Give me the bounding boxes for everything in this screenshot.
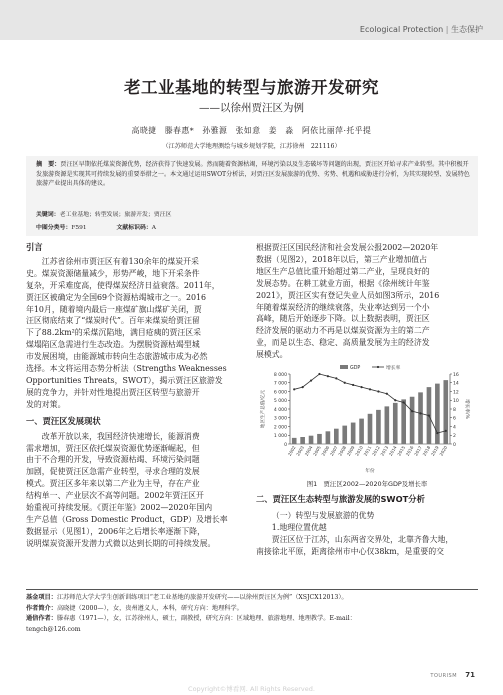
right-tick-label: 16 — [453, 372, 459, 378]
text-line: 发的对策。 — [26, 399, 66, 409]
text-line: 史。煤炭资源储量减少，形势严峻，地下开采条件 — [26, 268, 200, 278]
left-tick-label: 5 000 — [273, 399, 287, 405]
text-line: 年10月，随着境内最后一座煤矿旗山煤矿关闭，贾 — [26, 304, 202, 314]
growth-rate-point — [360, 386, 362, 388]
text-line: 数据显示（见图1），2006年之后增长率逐渐下降， — [26, 526, 205, 536]
author-bio-label: 作者简介： — [26, 604, 57, 612]
author-list: 高晓捷 滕春惠* 孙雅源 张如意 姜 淼 阿依比丽萍·托乎提 — [131, 126, 372, 135]
text-line: 复杂，开采难度高，使得煤炭经济日益衰落。2011年， — [26, 280, 220, 290]
text-line: 模式。贾汪区多年来以第二产业为主导，存在产业 — [26, 479, 200, 489]
left-tick-label: 4 000 — [273, 407, 287, 413]
right-tick-label: 6 — [453, 416, 456, 422]
left-tick-label: 2 000 — [273, 425, 287, 431]
gdp-bar — [342, 426, 347, 444]
gdp-bar — [334, 429, 339, 444]
text-line: 贾汪区被确定为全国69个资源枯竭城市之一。2016 — [26, 292, 207, 302]
author-bio-line — [26, 604, 478, 615]
growth-rate-point — [428, 414, 430, 416]
journal-short: TOURISM — [430, 673, 458, 679]
figure-1-caption: 图1 贾汪区2002—2020年GDP及增长率 — [306, 480, 428, 488]
text-line: 煤塌陷区急需进行生态改造。为摆脱资源枯竭型城 — [26, 340, 200, 350]
growth-rate-point — [335, 377, 337, 379]
x-tick-label: 2009 — [345, 445, 356, 457]
growth-rate-point — [419, 412, 421, 414]
abstract-text: 贾汪区早期依托煤炭资源优势，经济获得了快速发展。然而随着资源枯竭，环境污染以及生态破坏等问题的出现，贾汪区开始寻求产业转型。其中积极开发旅游资源是实现其可持续发展的重要举措之一。本文通过运用SWOT分析法，对贾汪区发展旅游的优势、劣势、机遇和威胁进行分析，为其实现转型、发展特色旅游产业提出具体的建议。 — [36, 161, 470, 188]
gdp-bar — [359, 419, 364, 444]
growth-rate-point — [411, 410, 413, 412]
growth-rate-point — [394, 399, 396, 401]
clc-label: 中图分类号： — [36, 225, 72, 231]
page-number: 71 — [465, 671, 475, 679]
x-tick-label: 2013 — [379, 445, 390, 457]
growth-rate-point — [386, 393, 388, 395]
section1-heading: 一、贾汪区发展现状 — [26, 415, 101, 426]
gdp-bar — [385, 406, 390, 444]
intro-paragraph — [26, 256, 248, 411]
clc-value: F591 — [71, 225, 87, 231]
right-tick-label: 12 — [453, 390, 459, 396]
footnote — [26, 593, 478, 635]
article-subtitle: ——以徐州贾汪区为例 — [199, 102, 304, 114]
right-paragraph — [256, 242, 478, 361]
footnote-divider — [26, 589, 478, 590]
text-line: 南接徐北平原，距离徐州市中心仅38km，是重要的交 — [256, 546, 445, 556]
legend-growth-marker — [377, 366, 379, 368]
text-line: Opportunities Threats，SWOT），揭示贾汪区旅游发 — [26, 375, 223, 385]
growth-rate-point — [344, 382, 346, 384]
keywords — [36, 209, 472, 218]
text-line: 2021》，贾汪区实有登记失业人员如图3所示，2016 — [256, 290, 440, 300]
gdp-bar — [300, 437, 305, 444]
right-tick-label: 10 — [453, 399, 459, 405]
x-tick-label: 2002 — [286, 445, 297, 457]
gdp-bar — [317, 434, 322, 444]
fund-text: 江苏师范大学大学生创新训练项目“老工业基地的旅游开发研究——以徐州贾汪区为例”（XSJCX12013）。 — [56, 594, 348, 601]
left-tick-label: 3 000 — [273, 416, 287, 422]
section1-paragraph — [26, 431, 248, 550]
gdp-bar — [401, 399, 406, 444]
corresponding-label: 通信作者： — [26, 615, 57, 622]
x-tick-label: 2005 — [312, 445, 322, 457]
gdp-bar — [376, 410, 381, 444]
text-line: 业，而是以生态、稳定、高质量发展为主的经济发 — [256, 338, 430, 348]
text-line: 需求增加，贾汪区依托煤炭资源优势逐渐崛起，但 — [26, 443, 200, 453]
legend-growth-label: 增长率 — [386, 366, 401, 371]
gdp-bar — [443, 380, 448, 444]
doc-code-label: 文献标识码： — [116, 225, 152, 231]
fund-label: 基金项目： — [26, 594, 57, 601]
text-line: 高峰，随后开始逐步下降。以上数据表明，贾汪区 — [256, 314, 430, 324]
gdp-bar — [410, 397, 415, 444]
journal-section-label: Ecological Protection | 生态保护 — [359, 25, 483, 34]
gdp-bar — [368, 414, 373, 444]
text-line: 市发展困境，由能源城市转向生态旅游城市成为必然 — [26, 352, 208, 362]
x-tick-label: 2011 — [362, 445, 373, 457]
article-title: 老工业基地的转型与旅游开发研究 — [124, 78, 379, 97]
growth-rate-point — [377, 390, 379, 392]
text-line: 经济发展的驱动力不再是以煤炭资源为主的第二产 — [256, 326, 430, 336]
text-line: 改革开放以来，我国经济快速增长，能源消费 — [41, 431, 200, 441]
text-line: 地区生产总值比重开始超过第二产业，呈现良好的 — [256, 266, 430, 276]
x-tick-label: 2019 — [430, 445, 440, 457]
gdp-bar — [309, 436, 314, 444]
right-lower-paragraph — [256, 534, 478, 558]
text-line: 结构单一、产业层次不高等问题。2002年贾汪区开 — [26, 491, 204, 501]
text-line: 生产总值（Gross Domestic Product，GDP）及增长率 — [26, 514, 228, 524]
x-tick-label: 2016 — [404, 445, 415, 457]
text-line: 选择。本文将运用态势分析法（Strengths Weaknesses — [26, 364, 227, 374]
text-line: 根据贾汪区国民经济和社会发展公报2002—2020年 — [256, 243, 439, 252]
text-line: 始重视可持续发展。《贾汪年鉴》2002—2020年国内 — [26, 503, 213, 513]
right-tick-label: 0 — [453, 442, 456, 448]
section2-heading: 二、贾汪区生态转型与旅游发展的SWOT分析 — [256, 494, 425, 504]
subsection-heading: （一）转型与发展旅游的优势 — [271, 510, 375, 520]
left-axis-label: 地区生产总值/亿元 — [261, 389, 266, 429]
gdp-bar — [351, 423, 356, 444]
growth-rate-point — [436, 432, 438, 434]
left-tick-label: 7 000 — [273, 381, 287, 387]
x-tick-label: 2015 — [396, 445, 407, 457]
legend-gdp-label: GDP — [350, 366, 361, 371]
growth-rate-point — [369, 388, 371, 390]
intro-heading: 引言 — [26, 242, 43, 252]
x-tick-label: 2017 — [413, 445, 423, 457]
section-name-zh: 生态保护 — [451, 25, 483, 34]
text-line: 年随着煤炭经济的继续衰落，失业率达到另一个小 — [256, 302, 430, 312]
left-tick-label: 8 000 — [273, 372, 287, 378]
growth-rate-point — [352, 384, 354, 386]
legend-gdp-swatch — [340, 365, 348, 369]
growth-rate-point — [327, 375, 329, 377]
x-tick-label: 2012 — [371, 445, 381, 457]
fund-line — [26, 593, 478, 604]
x-tick-label: 2008 — [337, 445, 348, 457]
copyright-watermark: Copyright©博看网. All Rights Reserved. — [188, 685, 315, 693]
growth-rate-point — [445, 430, 447, 432]
text-line: 说明煤炭资源开发潜力式微以达到长期的可持续发展。 — [26, 538, 216, 548]
text-line: 由于不合理的开发，导致资源枯竭、环境污染问题 — [26, 455, 200, 465]
classification — [36, 222, 472, 231]
text-line: 汪区彻底结束了“煤炭时代”。百年来煤炭给贾汪留 — [26, 316, 200, 326]
text-line: 贾汪区位于江苏，山东两省交界处，北靠齐鲁大地， — [271, 534, 454, 544]
growth-rate-point — [310, 379, 312, 381]
keywords-label: 关键词： — [36, 212, 60, 218]
text-line: 展的竞争力，并针对性地提出贾汪区转型与旅游开 — [26, 387, 200, 397]
gdp-bar — [393, 403, 398, 444]
right-tick-label: 4 — [453, 425, 456, 431]
growth-rate-point — [318, 373, 320, 375]
growth-rate-point — [302, 386, 304, 388]
growth-rate-point — [293, 388, 295, 390]
gdp-bar — [292, 438, 297, 444]
right-column — [256, 242, 478, 361]
corresponding-line — [26, 614, 478, 625]
text-line: 下了88.2km²的采煤沉陷地，满目疮痍的贾汪区采 — [26, 328, 202, 338]
text-line: 数据（见图2），2018年以后，第三产业增加值占 — [256, 254, 428, 264]
text-line: 展模式。 — [256, 350, 288, 360]
email-line: tengch@126.com — [26, 625, 81, 633]
abstract — [36, 160, 472, 189]
journal-header-bar — [0, 0, 503, 40]
right-column-lower — [256, 494, 478, 558]
keywords-text: 老工业基地；转型发展；旅游开发；贾汪区 — [59, 212, 172, 218]
doc-code-value: A — [151, 225, 157, 231]
x-tick-label: 2014 — [387, 445, 398, 457]
x-tick-label: 2004 — [303, 445, 314, 457]
x-tick-label: 2007 — [329, 445, 339, 457]
x-tick-label: 2010 — [354, 445, 364, 457]
text-line: 江苏省徐州市贾汪区有着130余年的煤炭开采 — [41, 256, 199, 266]
author-bio-text: 高晓捷（2000—），女，贵州遵义人，本科，研究方向：地理科学。 — [56, 604, 243, 612]
abstract-label: 摘 要： — [36, 161, 61, 168]
left-tick-label: 1 000 — [273, 434, 287, 440]
x-tick-label: 2020 — [438, 445, 449, 457]
left-tick-label: 0 — [284, 442, 287, 448]
affiliation: （江苏师范大学地理测绘与城乡规划学院，江苏徐州 221116） — [162, 143, 341, 150]
x-axis-label: 年份 — [365, 469, 375, 474]
x-tick-label: 2006 — [320, 445, 331, 457]
figure-1-chart — [256, 362, 478, 474]
x-tick-label: 2003 — [295, 445, 305, 457]
x-tick-label: 2018 — [421, 445, 432, 457]
right-tick-label: 2 — [453, 434, 456, 440]
text-line: 加剧，促使贾汪区急需产业转型，寻求合理的发展 — [26, 467, 200, 477]
left-tick-label: 6 000 — [273, 390, 287, 396]
text-line: 发展态势。在耕工就业方面，根据《徐州统计年鉴 — [256, 278, 430, 288]
gdp-bar — [435, 384, 440, 444]
corresponding-text: 滕春惠（1971—），女，江苏徐州人，硕士，副教授，研究方向：区域地理、旅游地理、地理教学。E-mail： — [56, 615, 356, 622]
right-axis-label: 增长率/% — [464, 399, 469, 419]
right-tick-label: 8 — [453, 407, 456, 413]
growth-rate-point — [403, 401, 405, 403]
page-footer — [430, 671, 475, 679]
gdp-bar — [418, 392, 423, 444]
sub-subsection-heading: 1.地理位置优越 — [271, 522, 327, 532]
left-column — [26, 242, 248, 550]
section-name-en: Ecological Protection — [359, 25, 444, 34]
right-tick-label: 14 — [453, 381, 459, 387]
gdp-bar — [326, 431, 331, 444]
